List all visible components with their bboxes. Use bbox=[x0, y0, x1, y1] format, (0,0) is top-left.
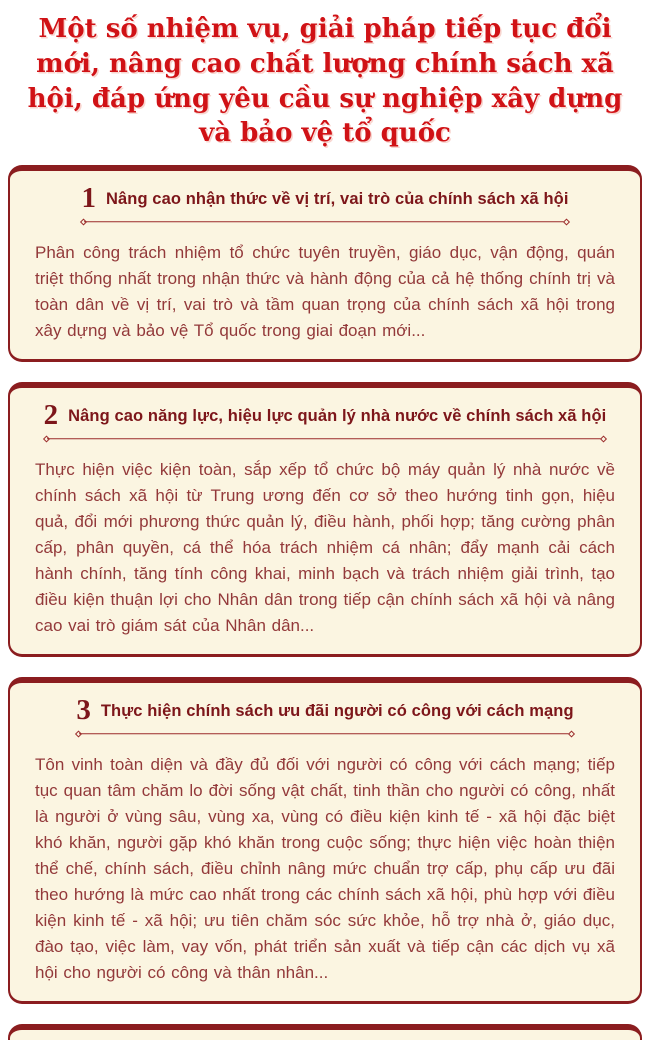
section-3-number: 3 bbox=[76, 694, 91, 727]
section-1-heading: Nâng cao nhận thức về vị trí, vai trò của chính sách xã hội bbox=[105, 189, 569, 208]
heading-divider bbox=[76, 730, 573, 737]
heading-divider bbox=[81, 218, 568, 225]
section-card-2 bbox=[8, 382, 642, 657]
section-2-header bbox=[35, 401, 615, 442]
section-3-heading: Thực hiện chính sách ưu đãi người có công với cách mạng bbox=[100, 701, 574, 720]
section-2-number: 2 bbox=[43, 399, 59, 432]
section-1-header bbox=[35, 184, 615, 225]
page-title: Một số nhiệm vụ, giải pháp tiếp tục đổi mới, nâng cao chất lượng chính sách xã hội, đáp ứng yêu cầu sự nghiệp xây dựng và bảo vệ tổ quốc bbox=[27, 14, 623, 149]
section-1-body: Phân công trách nhiệm tổ chức tuyên truyền, giáo dục, vận động, quán triệt thống nhất trong nhận thức và hành động của cả hệ thống chính trị và toàn dân về vị trí, vai trò và tầm quan trọng của chính sách xã hội trong xây dựng và bảo vệ Tổ quốc trong giai đoạn mới... bbox=[35, 243, 615, 341]
next-card-partial bbox=[8, 1024, 642, 1040]
diamond-icon bbox=[562, 218, 569, 225]
section-3-body: Tôn vinh toàn diện và đầy đủ đối với người có công với cách mạng; tiếp tục quan tâm chăm lo đời sống vật chất, tinh thần cho người có công, nhất là người ở vùng sâu, vùng xa, vùng có điều kiện kinh tế - xã hội đặc biệt khó khăn, người gặp khó khăn trong cuộc sống; thực hiện việc hoàn thiện thể chế, chính sách, điều chỉnh nâng mức chuẩn trợ cấp, phụ cấp ưu đãi theo hướng là mức cao nhất trong các chính sách xã hội, phù hợp với điều kiện kinh tế - xã hội; ưu tiên chăm sóc sức khỏe, hỗ trợ nhà ở, giáo dục, đào tạo, việc làm, vay vốn, phát triển sản xuất và tiếp cận các dịch vụ xã hội cho người có công và thân nhân... bbox=[35, 755, 615, 983]
section-1-number: 1 bbox=[81, 182, 96, 215]
divider-line bbox=[47, 438, 604, 440]
section-card-1 bbox=[8, 165, 642, 362]
section-3-header bbox=[35, 696, 615, 737]
section-2-body: Thực hiện việc kiện toàn, sắp xếp tổ chức bộ máy quản lý nhà nước về chính sách xã hội từ Trung ương đến cơ sở theo hướng tinh gọn, hiệu quả, đổi mới phương thức quản lý, điều hành, phối hợp; tăng cường phân cấp, phân quyền, cá thể hóa trách nhiệm cá nhân; đẩy mạnh cải cách hành chính, tăng tính công khai, minh bạch và trách nhiệm giải trình, tạo điều kiện thuận lợi cho Nhân dân trong tiếp cận chính sách xã hội và nâng cao vai trò giám sát của Nhân dân... bbox=[35, 460, 615, 636]
diamond-icon bbox=[568, 730, 575, 737]
diamond-icon bbox=[600, 435, 607, 442]
section-2-heading: Nâng cao năng lực, hiệu lực quản lý nhà nước về chính sách xã hội bbox=[68, 406, 607, 425]
section-card-3 bbox=[8, 677, 642, 1004]
heading-divider bbox=[44, 435, 607, 442]
divider-line bbox=[79, 733, 570, 735]
divider-line bbox=[84, 221, 565, 223]
